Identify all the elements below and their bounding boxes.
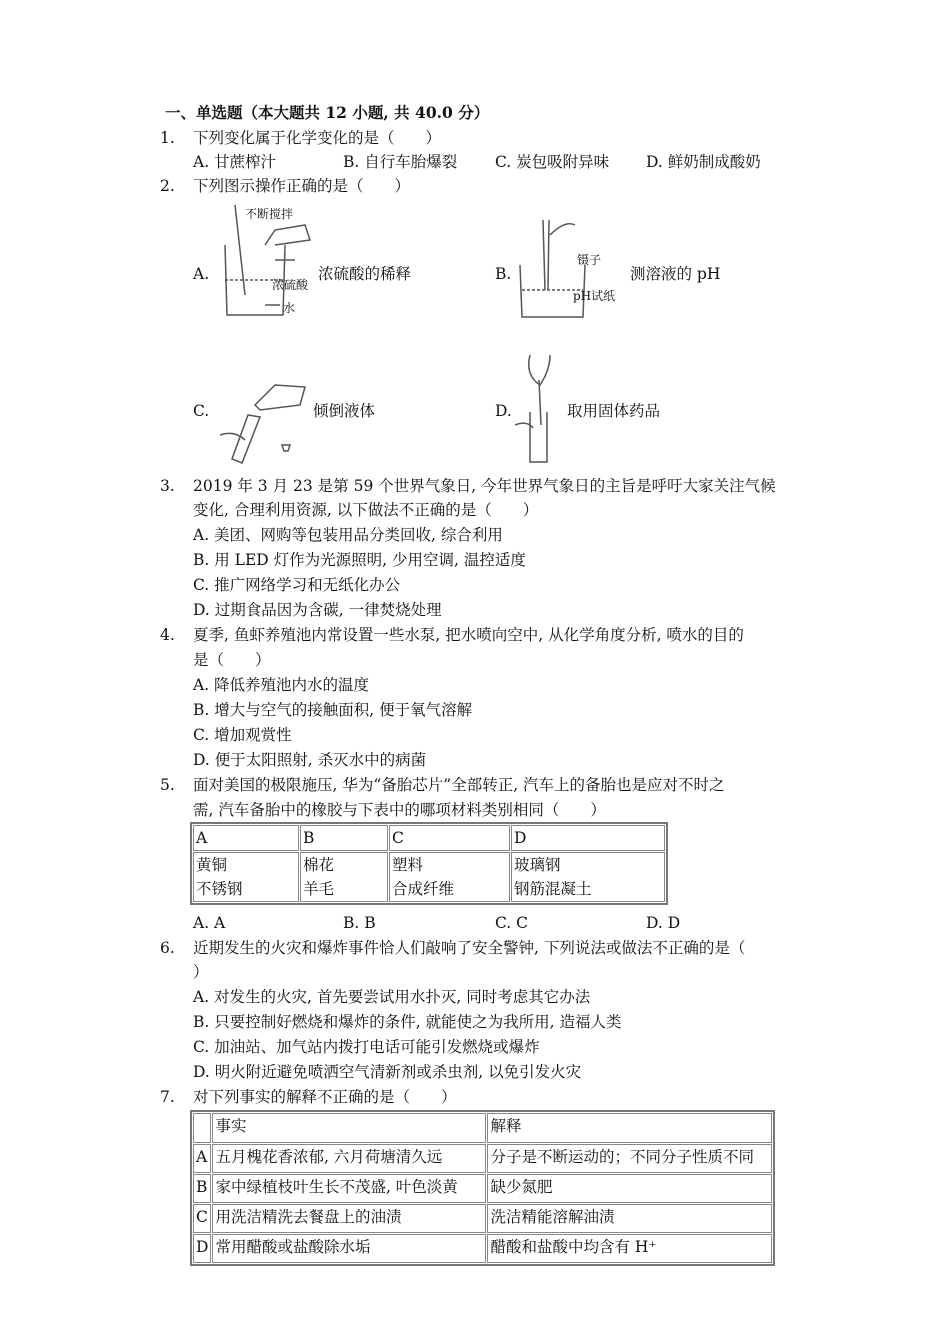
table-header (193, 1113, 211, 1143)
table-cell: 洗洁精能溶解油渍 (487, 1204, 772, 1233)
figure-label: pH试纸 (573, 289, 616, 303)
option-b: B. B (343, 914, 376, 932)
option-c: C. 增加观赏性 (193, 726, 292, 744)
option-d: D. 便于太阳照射, 杀灭水中的病菌 (193, 751, 427, 769)
table-header: C (389, 825, 510, 851)
option-d-letter: D. (495, 402, 512, 420)
option-c-caption: 倾倒液体 (313, 402, 376, 420)
option-b: B. 用 LED 灯作为光源照明, 少用空调, 温控适度 (193, 551, 526, 569)
question-number: 1. (160, 129, 175, 147)
question-text: 近期发生的火灾和爆炸事件恰人们敲响了安全警钟, 下列说法或做法不正确的是（ (193, 939, 746, 957)
option-a: A. 对发生的火灾, 首先要尝试用水扑灭, 同时考虑其它办法 (193, 988, 591, 1006)
table-header: 事实 (212, 1113, 486, 1143)
option-d: D. D (646, 914, 681, 932)
option-b: B. 增大与空气的接触面积, 便于氧气溶解 (193, 701, 473, 719)
question-number: 5. (160, 776, 175, 794)
table-cell: 缺少氮肥 (487, 1174, 772, 1203)
option-d: D. 鲜奶制成酸奶 (646, 153, 761, 171)
question-text: 面对美国的极限施压, 华为“备胎芯片”全部转正, 汽车上的备胎也是应对不时之 (193, 776, 725, 794)
table-cell: 黄铜 不锈钢 (193, 852, 299, 902)
option-c: C. 推广网络学习和无纸化办公 (193, 576, 401, 594)
option-b-letter: B. (495, 265, 512, 283)
option-b: B. 只要控制好燃烧和爆炸的条件, 就能使之为我所用, 造福人类 (193, 1013, 622, 1031)
question-number: 2. (160, 177, 175, 195)
option-b-caption: 测溶液的 pH (630, 265, 721, 283)
pour-liquid-figure (220, 375, 310, 465)
table-row (193, 825, 665, 851)
figure-label: 水 (283, 301, 296, 315)
table-header: 解释 (487, 1113, 772, 1143)
option-a: A. 美团、网购等包装用品分类回收, 综合利用 (193, 526, 503, 544)
question-text: 夏季, 鱼虾养殖池内常设置一些水泵, 把水喷向空中, 从化学角度分析, 喷水的目的 (193, 626, 744, 644)
table-cell: C (193, 1204, 211, 1233)
table-cell: 塑料 合成纤维 (389, 852, 510, 902)
question-text: 对下列事实的解释不正确的是（ ） (193, 1088, 457, 1106)
table-cell: 用洗洁精洗去餐盘上的油渍 (212, 1204, 486, 1233)
option-a: A. 降低养殖池内水的温度 (193, 676, 370, 694)
table-cell: A (193, 1144, 211, 1173)
table-cell: D (193, 1234, 211, 1263)
table-row (193, 852, 665, 902)
option-a: A. 甘蔗榨汁 (193, 153, 277, 171)
materials-table (190, 822, 668, 905)
table-row (193, 1113, 772, 1143)
facts-table (190, 1110, 775, 1266)
option-c: C. 加油站、加气站内拨打电话可能引发燃烧或爆炸 (193, 1038, 540, 1056)
option-d-caption: 取用固体药品 (567, 402, 661, 420)
question-text: ） (193, 963, 209, 981)
option-a-letter: A. (193, 265, 210, 283)
table-cell: 醋酸和盐酸中均含有 H⁺ (487, 1234, 772, 1263)
question-text: 下列图示操作正确的是（ ） (193, 177, 411, 195)
table-cell: 家中绿植枝叶生长不茂盛, 叶色淡黄 (212, 1174, 486, 1203)
table-row (193, 1204, 772, 1233)
question-text: 变化, 合理利用资源, 以下做法不正确的是（ ） (193, 501, 539, 519)
table-cell: 五月槐花香浓郁, 六月荷塘清久远 (212, 1144, 486, 1173)
option-c: C. C (495, 914, 529, 932)
table-row (193, 1144, 772, 1173)
option-a: A. A (193, 914, 226, 932)
figure-label: 浓硫酸 (272, 278, 309, 292)
table-row (193, 1174, 772, 1203)
table-cell: 棉花 羊毛 (300, 852, 388, 902)
option-c: C. 炭包吸附异味 (495, 153, 610, 171)
table-cell: 常用醋酸或盐酸除水垢 (212, 1234, 486, 1263)
option-c-letter: C. (193, 402, 210, 420)
table-cell: B (193, 1174, 211, 1203)
question-text: 2019 年 3 月 23 是第 59 个世界气象日, 今年世界气象日的主旨是呼吁大家关注气候 (193, 477, 776, 495)
question-number: 7. (160, 1088, 175, 1106)
table-header: A (193, 825, 299, 851)
question-text: 下列变化属于化学变化的是（ ） (193, 129, 442, 147)
question-number: 3. (160, 477, 175, 495)
section-title: 一、单选题（本大题共 12 小题, 共 40.0 分） (165, 103, 490, 122)
question-number: 6. (160, 939, 175, 957)
option-a-caption: 浓硫酸的稀释 (318, 265, 412, 283)
question-number: 4. (160, 626, 175, 644)
option-d: D. 过期食品因为含碳, 一律焚烧处理 (193, 601, 442, 619)
table-row (193, 1234, 772, 1263)
solid-reagent-figure (515, 350, 565, 465)
figure-label: 不断搅拌 (245, 207, 294, 221)
table-cell: 分子是不断运动的；不同分子性质不同 (487, 1144, 772, 1173)
table-cell: 玻璃钢 钢筋混凝土 (511, 852, 665, 902)
table-header: D (511, 825, 665, 851)
figure-label: 镊子 (577, 253, 602, 267)
option-b: B. 自行车胎爆裂 (343, 153, 458, 171)
option-d: D. 明火附近避免喷洒空气清新剂或杀虫剂, 以免引发火灾 (193, 1063, 582, 1081)
table-header: B (300, 825, 388, 851)
question-text: 是（ ） (193, 651, 271, 669)
question-text: 需, 汽车备胎中的橡胶与下表中的哪项材料类别相同（ ） (193, 801, 606, 819)
